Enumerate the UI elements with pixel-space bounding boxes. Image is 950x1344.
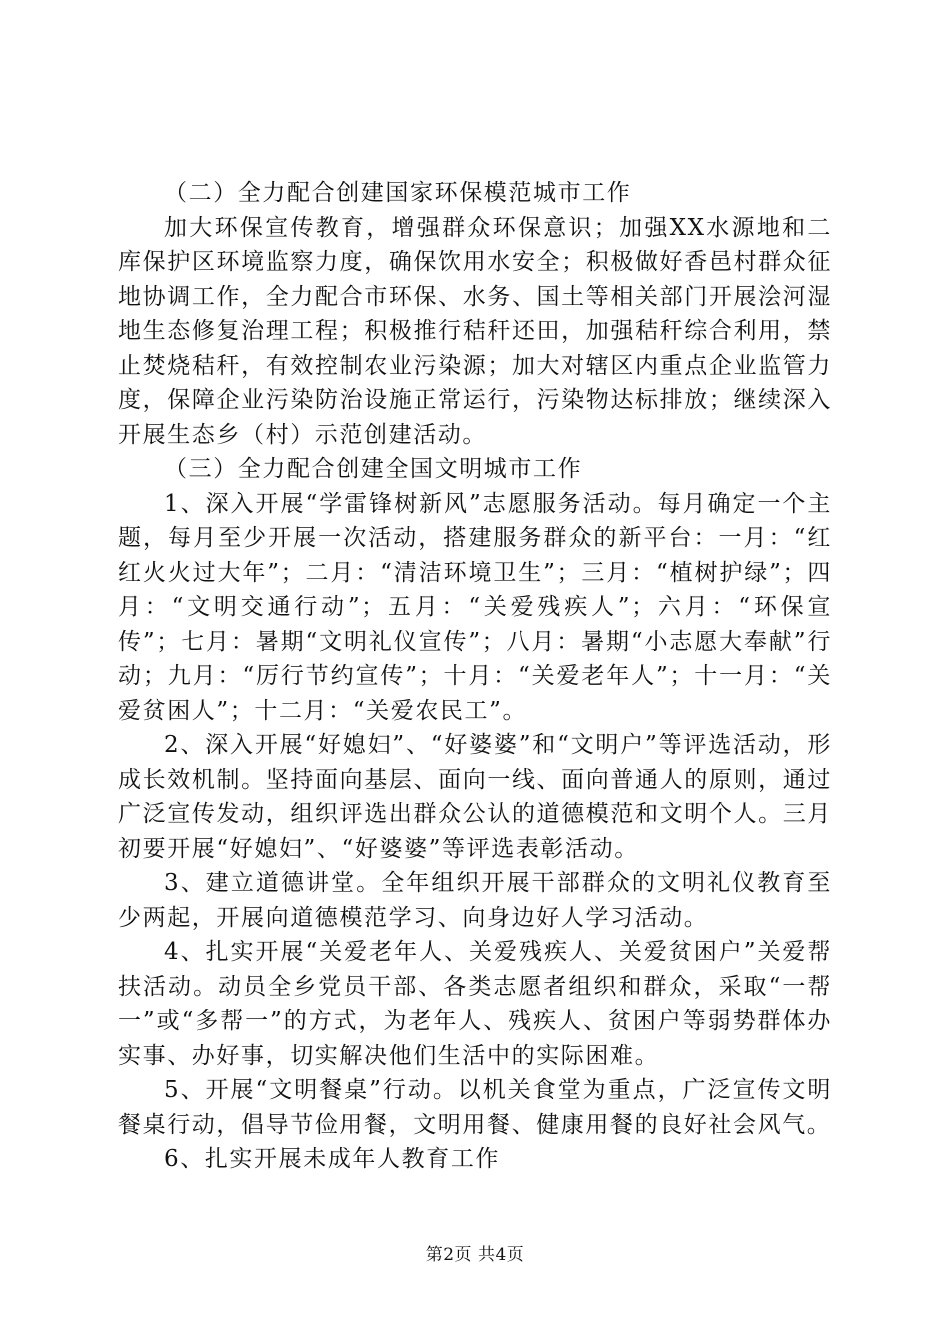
body-paragraph: 加大环保宣传教育，增强群众环保意识；加强XX水源地和二库保护区环境监察力度，确保饮用水安全；积极做好香邑村群众征地协调工作，全力配合市环保、水务、国土等相关部门开展浍河湿地生态修复治理工程；积极推行秸秆还田，加强秸秆综合利用，禁止焚烧秸秆，有效控制农业污染源；加大对辖区内重点企业监管力度，保障企业污染防治设施正常运行，污染物达标排放；继续深入开展生态乡（村）示范创建活动。 bbox=[118, 214, 832, 448]
list-item-4: 4、扎实开展“关爱老年人、关爱残疾人、关爱贫困户”关爱帮扶活动。动员全乡党员干部、各类志愿者组织和群众，采取“一帮一”或“多帮一”的方式，为老年人、残疾人、贫困户等弱势群体办实事、办好事，切实解决他们生活中的实际困难。 bbox=[118, 939, 832, 1069]
document-body bbox=[118, 176, 832, 1177]
list-item-6: 6、扎实开展未成年人教育工作 bbox=[164, 1146, 501, 1172]
list-item-5: 5、开展“文明餐桌”行动。以机关食堂为重点，广泛宣传文明餐桌行动，倡导节俭用餐，文明用餐、健康用餐的良好社会风气。 bbox=[118, 1077, 832, 1138]
page-footer: 第2页 共4页 bbox=[425, 1245, 525, 1265]
section-heading-2: （二）全力配合创建国家环保模范城市工作 bbox=[164, 180, 632, 206]
list-item-1: 1、深入开展“学雷锋树新风”志愿服务活动。每月确定一个主题，每月至少开展一次活动，搭建服务群众的新平台：一月：“红红火火过大年”；二月：“清洁环境卫生”；三月：“植树护绿”；四月：“文明交通行动”；五月：“关爱残疾人”；六月：“环保宣传”；七月：暑期“文明礼仪宣传”；八月：暑期“小志愿大奉献”行动；九月：“厉行节约宣传”；十月：“关爱老年人”；十一月：“关爱贫困人”；十二月：“关爱农民工”。 bbox=[118, 490, 832, 724]
list-item-2: 2、深入开展“好媳妇”、“好婆婆”和“文明户”等评选活动，形成长效机制。坚持面向基层、面向一线、面向普通人的原则，通过广泛宣传发动，组织评选出群众公认的道德模范和文明个人。三月初要开展“好媳妇”、“好婆婆”等评选表彰活动。 bbox=[118, 732, 832, 862]
list-item-3: 3、建立道德讲堂。全年组织开展干部群众的文明礼仪教育至少两起，开展向道德模范学习、向身边好人学习活动。 bbox=[118, 870, 832, 931]
section-heading-3: （三）全力配合创建全国文明城市工作 bbox=[164, 456, 583, 482]
